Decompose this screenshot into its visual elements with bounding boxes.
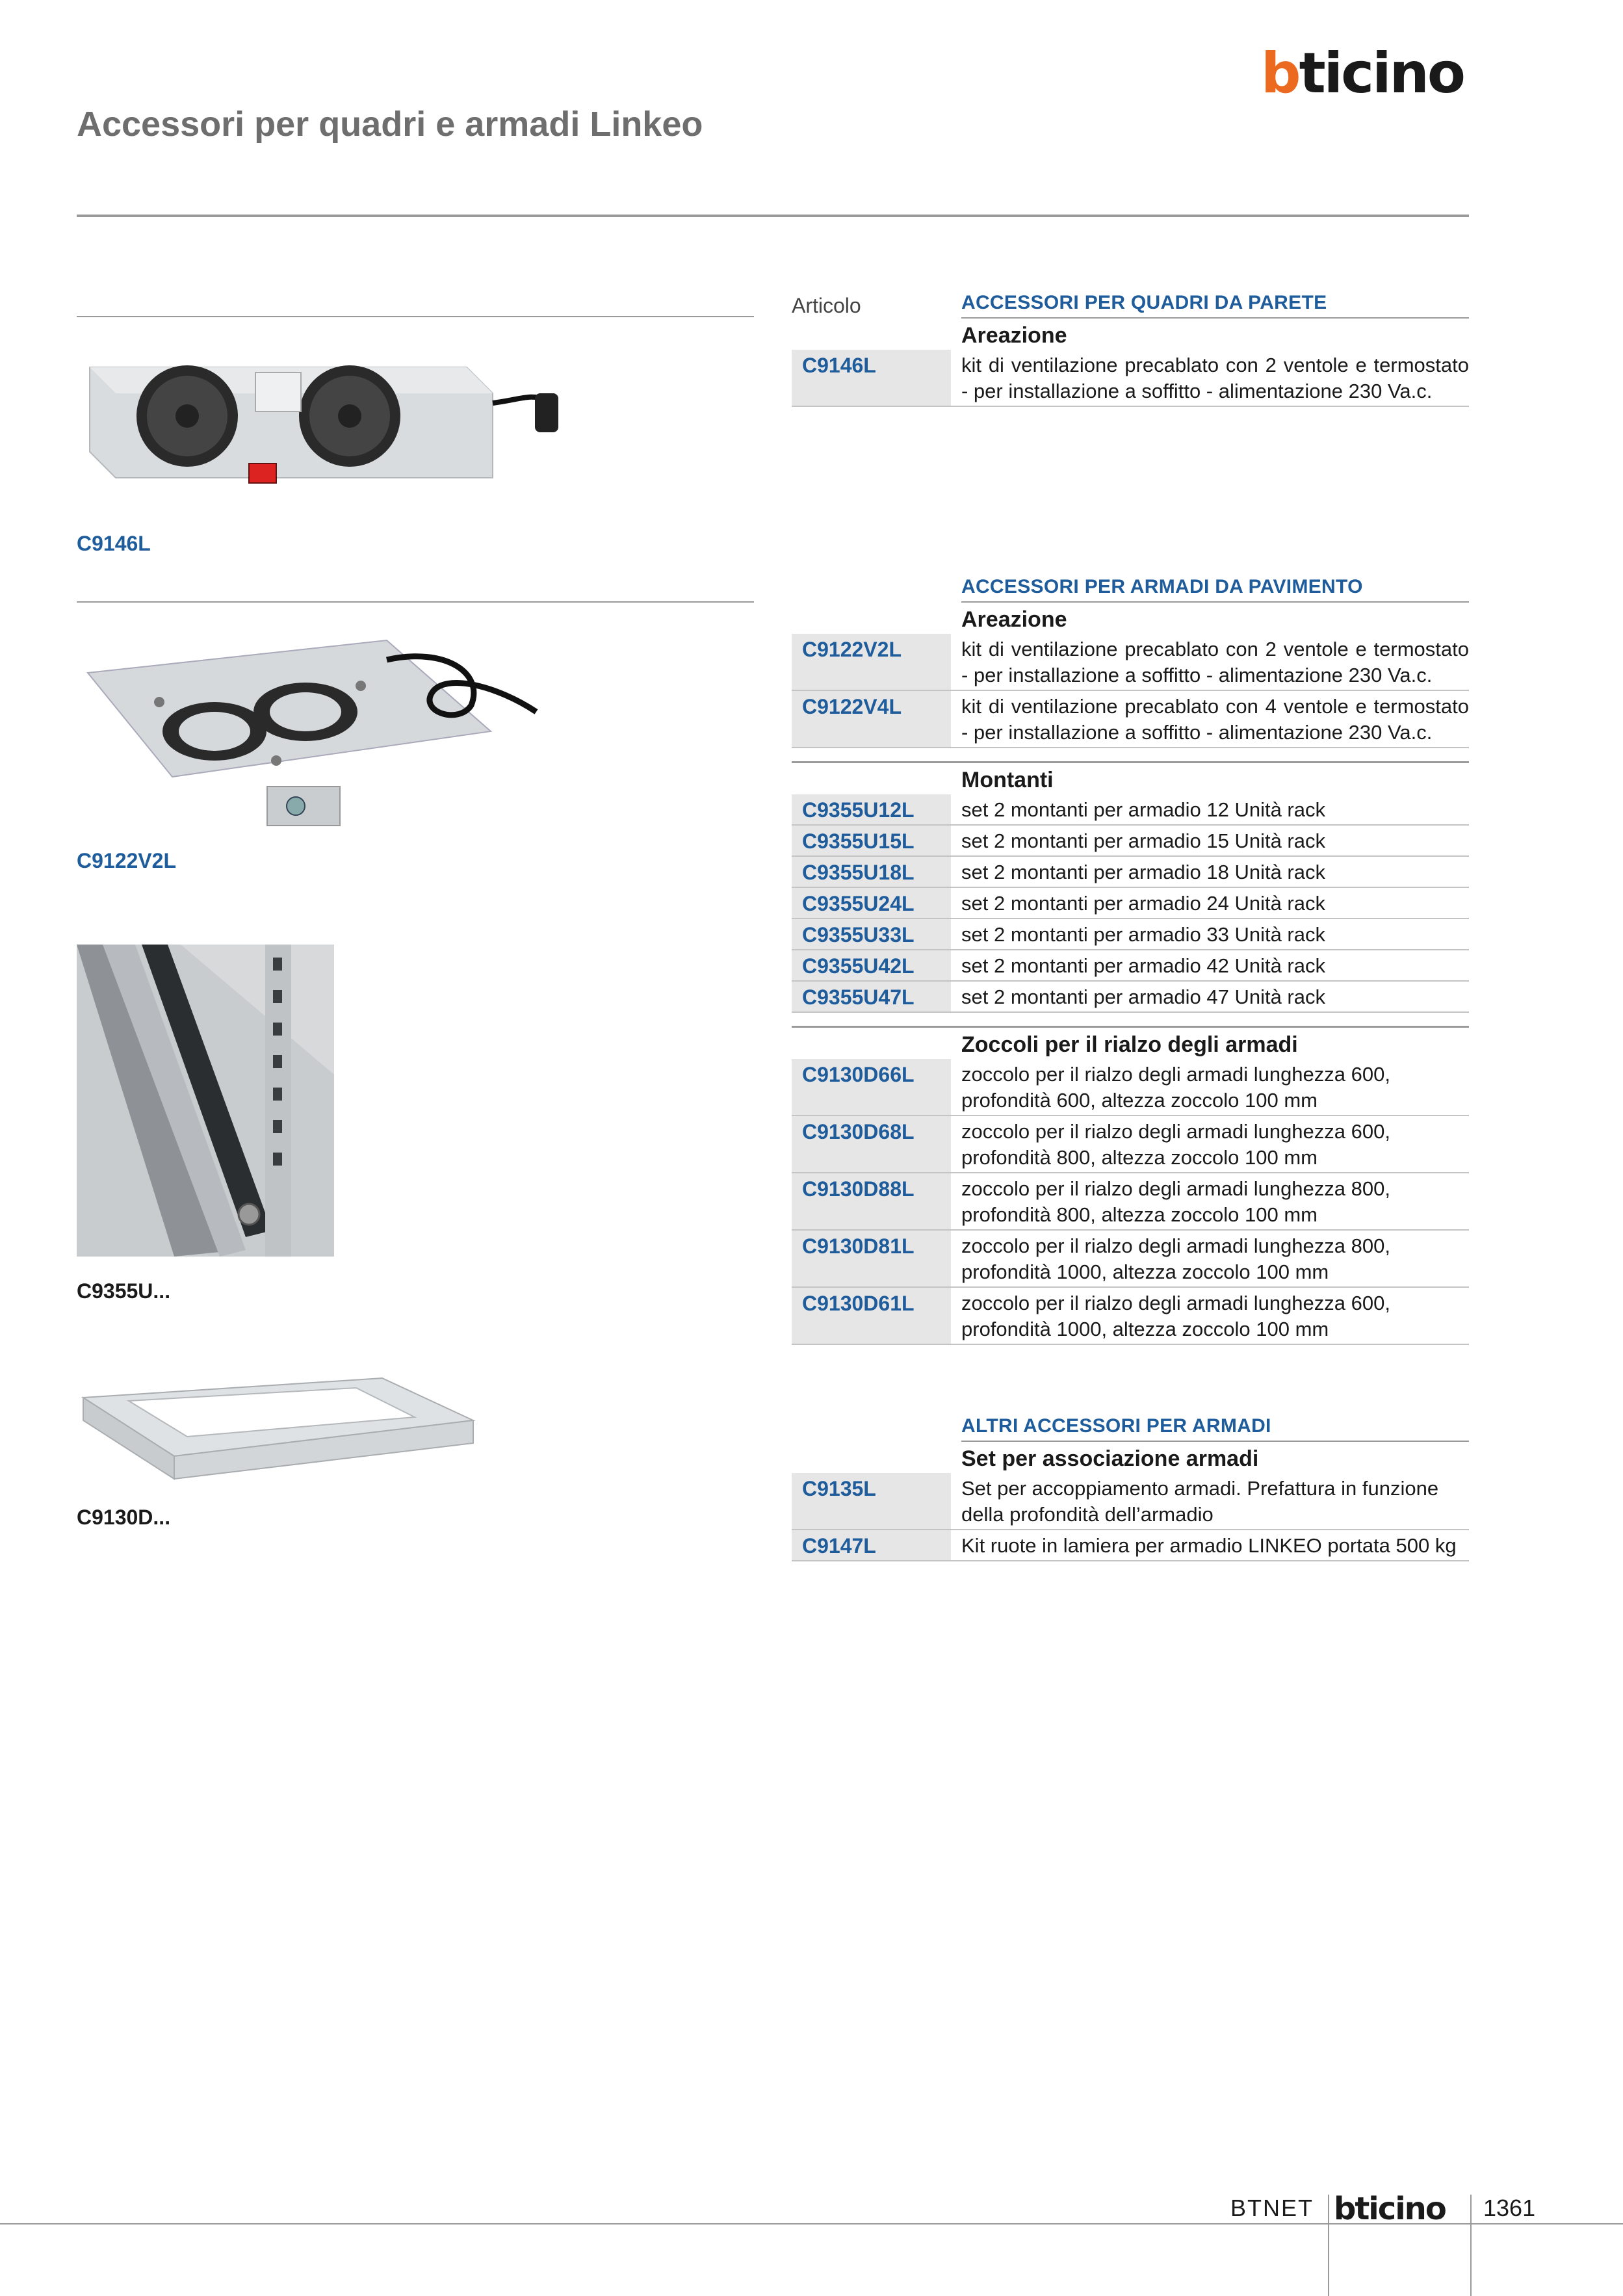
article-code: C9122V2L — [792, 634, 951, 690]
article-description: kit di ventilazione precablato con 4 ventole e termostato - per installazione a soffitto - alimentazione 230 Va.c. — [961, 695, 1469, 744]
section-heading: ACCESSORI PER QUADRI DA PARETE — [961, 291, 1469, 319]
product-caption: C9122V2L — [77, 849, 176, 872]
article-description: set 2 montanti per armadio 18 Unità rack — [961, 861, 1325, 883]
article-code: C9130D88L — [792, 1173, 951, 1229]
article-code: C9130D61L — [792, 1288, 951, 1344]
table-row — [792, 1231, 1469, 1288]
column-label-articolo: Articolo — [792, 294, 861, 317]
group-header — [792, 1028, 1469, 1059]
section-wall-cabinets — [792, 291, 1469, 407]
group-title: Zoccoli per il rialzo degli armadi — [961, 1032, 1298, 1057]
section-other-accessories — [792, 1415, 1469, 1561]
article-description: zoccolo per il rialzo degli armadi lunghezza 800, profondità 1000, altezza zoccolo 100 mm — [961, 1234, 1390, 1283]
article-code: C9135L — [792, 1473, 951, 1529]
table-row — [792, 634, 1469, 691]
group-header — [792, 319, 1469, 350]
article-description: Set per accoppiamento armadi. Prefattura in funzione della profondità dell’armadio — [961, 1477, 1439, 1526]
product-caption: C9130D... — [77, 1506, 171, 1529]
table-row — [792, 1116, 1469, 1173]
article-code: C9146L — [792, 350, 951, 406]
article-description: set 2 montanti per armadio 47 Unità rack — [961, 985, 1325, 1008]
article-code: C9122V4L — [792, 691, 951, 747]
image-divider — [77, 601, 754, 603]
article-description: set 2 montanti per armadio 12 Unità rack — [961, 798, 1325, 821]
title-divider — [77, 215, 1469, 217]
section-heading: ACCESSORI PER ARMADI DA PAVIMENTO — [961, 575, 1469, 603]
table-row — [792, 888, 1469, 919]
bticino-footer-logo: bticino — [1334, 2191, 1446, 2227]
product-caption: C9355U... — [77, 1279, 171, 1303]
article-description: kit di ventilazione precablato con 2 ventole e termostato - per installazione a soffitto - alimentazione 230 Va.c. — [961, 354, 1469, 402]
table-row — [792, 919, 1469, 950]
article-code: C9355U42L — [792, 950, 951, 980]
product-caption: C9146L — [77, 532, 151, 555]
table-row — [792, 691, 1469, 748]
group-title: Areazione — [961, 607, 1067, 632]
footer-separator — [1470, 2195, 1472, 2296]
article-description: zoccolo per il rialzo degli armadi lunghezza 600, profondità 800, altezza zoccolo 100 mm — [961, 1120, 1390, 1169]
page-number: 1361 — [1483, 2195, 1536, 2221]
section-heading: ALTRI ACCESSORI PER ARMADI — [961, 1415, 1469, 1442]
fan-tray-2-fans-image — [81, 634, 556, 848]
article-description: Kit ruote in lamiera per armadio LINKEO portata 500 kg — [961, 1534, 1457, 1557]
article-code: C9355U47L — [792, 982, 951, 1011]
article-description: set 2 montanti per armadio 42 Unità rack — [961, 954, 1325, 977]
table-row — [792, 1059, 1469, 1116]
article-description: set 2 montanti per armadio 24 Unità rack — [961, 892, 1325, 915]
table-row — [792, 1473, 1469, 1530]
rack-upright-image — [77, 945, 334, 1257]
article-description: zoccolo per il rialzo degli armadi lunghezza 600, profondità 1000, altezza zoccolo 100 mm — [961, 1292, 1390, 1340]
group-header — [792, 1442, 1469, 1473]
table-row — [792, 857, 1469, 888]
fan-roof-kit-2-fans-image — [77, 354, 571, 491]
table-row — [792, 1173, 1469, 1231]
group-title: Areazione — [961, 323, 1067, 348]
group-title: Montanti — [961, 768, 1054, 792]
section-floor-cabinets — [792, 575, 1469, 1345]
article-code: C9130D66L — [792, 1059, 951, 1115]
article-code: C9130D68L — [792, 1116, 951, 1172]
article-code: C9355U24L — [792, 888, 951, 918]
image-divider — [77, 316, 754, 317]
page-title: Accessori per quadri e armadi Linkeo — [77, 105, 703, 144]
article-code: C9147L — [792, 1530, 951, 1560]
article-code: C9355U18L — [792, 857, 951, 887]
article-code: C9130D81L — [792, 1231, 951, 1286]
article-description: kit di ventilazione precablato con 2 ventole e termostato - per installazione a soffitto - alimentazione 230 Va.c. — [961, 638, 1469, 686]
article-code: C9355U15L — [792, 826, 951, 855]
plinth-base-frame-image — [77, 1372, 480, 1482]
group-title: Set per associazione armadi — [961, 1446, 1259, 1471]
footer-catalog-name: BTNET — [1230, 2195, 1314, 2221]
group-header — [792, 763, 1469, 794]
table-row — [792, 982, 1469, 1013]
group-header — [792, 603, 1469, 634]
table-row — [792, 1288, 1469, 1345]
table-row — [792, 826, 1469, 857]
table-row — [792, 350, 1469, 407]
article-description: set 2 montanti per armadio 33 Unità rack — [961, 923, 1325, 946]
article-code: C9355U12L — [792, 794, 951, 824]
table-row — [792, 794, 1469, 826]
article-description: set 2 montanti per armadio 15 Unità rack — [961, 829, 1325, 852]
footer-separator — [1328, 2195, 1329, 2296]
table-row — [792, 1530, 1469, 1561]
article-description: zoccolo per il rialzo degli armadi lunghezza 600, profondità 600, altezza zoccolo 100 mm — [961, 1063, 1390, 1112]
bticino-logo: bticino — [1261, 41, 1464, 106]
table-row — [792, 950, 1469, 982]
article-description: zoccolo per il rialzo degli armadi lunghezza 800, profondità 800, altezza zoccolo 100 mm — [961, 1177, 1390, 1226]
article-code: C9355U33L — [792, 919, 951, 949]
